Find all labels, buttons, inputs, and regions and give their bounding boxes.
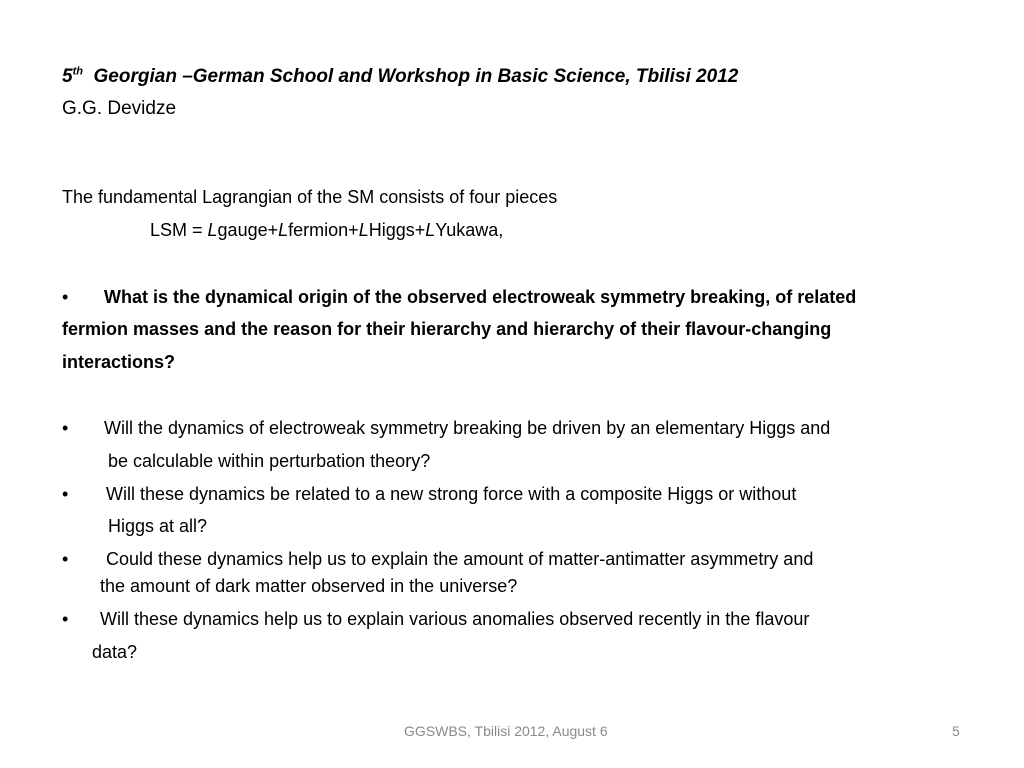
footer-text: GGSWBS, Tbilisi 2012, August 6 <box>404 723 608 739</box>
formula-t3: Higgs+ <box>368 220 426 240</box>
bullet-2-dot: • <box>62 484 69 504</box>
author-name: G.G. Devidze <box>62 98 177 119</box>
bullet-3-line-1: Could these dynamics help us to explain the amount of matter-antimatter asymmetry and <box>106 549 814 569</box>
bullet-1-dot: • <box>62 418 69 438</box>
formula-l4: L <box>425 220 436 240</box>
formula-t1: gauge+ <box>217 220 279 240</box>
formula-prefix: LSM = <box>150 220 208 240</box>
bullet-4-line-1: Will these dynamics help us to explain various anomalies observed recently in the flavour <box>100 609 810 629</box>
page-number: 5 <box>952 723 960 739</box>
formula-l1: L <box>207 220 218 240</box>
slide-title <box>62 66 738 88</box>
formula-l2: L <box>278 220 289 240</box>
formula-t2: fermion+ <box>288 220 359 240</box>
lagrangian-formula <box>150 220 503 241</box>
formula-t4: Yukawa, <box>435 220 504 240</box>
bullet-1-line-2: be calculable within perturbation theory? <box>108 451 431 471</box>
bullet-4-line-2: data? <box>92 642 138 662</box>
title-superscript: th <box>72 65 83 78</box>
bullet-2-line-1: Will these dynamics be related to a new strong force with a composite Higgs or without <box>106 484 797 504</box>
intro-text: The fundamental Lagrangian of the SM consists of four pieces <box>62 187 558 207</box>
bullet-2-line-2: Higgs at all? <box>108 516 208 536</box>
formula-l3: L <box>358 220 369 240</box>
question-line-2: fermion masses and the reason for their hierarchy and hierarchy of their flavour-changing <box>62 319 832 339</box>
title-number: 5 <box>62 66 73 87</box>
question-line-1: What is the dynamical origin of the observed electroweak symmetry breaking, of related <box>104 287 857 307</box>
question-bullet: • <box>62 287 69 307</box>
title-text: Georgian –German School and Workshop in Basic Science, Tbilisi 2012 <box>93 66 739 87</box>
bullet-1-line-1: Will the dynamics of electroweak symmetry breaking be driven by an elementary Higgs and <box>104 418 831 438</box>
bullet-3-line-2: the amount of dark matter observed in the universe? <box>100 576 518 596</box>
question-line-3: interactions? <box>62 352 176 372</box>
bullet-4-dot: • <box>62 609 69 629</box>
bullet-3-dot: • <box>62 549 69 569</box>
